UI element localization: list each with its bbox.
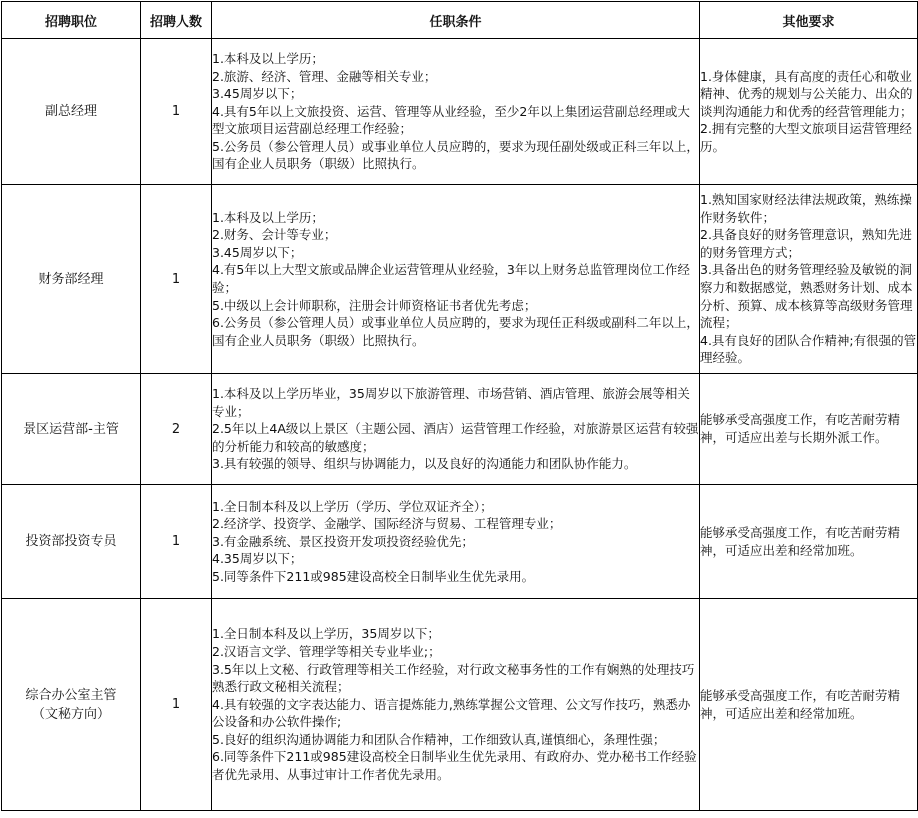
other-requirements-cell: 能够承受高强度工作，有吃苦耐劳精神，可适应出差和经常加班。 <box>700 485 918 599</box>
condition-item: 1.本科及以上学历； <box>212 209 324 225</box>
table-row <box>2 39 918 185</box>
requirement-item: 2.拥有完整的大型文旅项目运营管理经历。 <box>700 121 912 154</box>
position-subtitle: （文秘方向） <box>31 706 110 722</box>
condition-item: 1.全日制本科及以上学历，35周岁以下； <box>212 626 440 642</box>
table-row <box>2 374 918 485</box>
count-cell: 1 <box>141 485 212 599</box>
condition-item: 6.同等条件下211或985建设高校全日制毕业生优先录用、有政府办、党办秘书工作经验者优先录用、从事过审计工作者优先录用。 <box>212 749 697 783</box>
condition-item: 3.45周岁以下； <box>212 86 303 102</box>
count-cell: 1 <box>141 185 212 374</box>
requirement-item: 1.熟知国家财经法律法规政策，熟练操作财务软件； <box>700 192 912 225</box>
table-header-row <box>2 2 918 39</box>
position-cell <box>2 599 141 811</box>
requirement-item: 1.身体健康，具有高度的责任心和敬业精神、优秀的规划与公关能力、出众的谈判沟通能力和优秀的经营管理能力； <box>700 68 913 119</box>
table-row <box>2 485 918 599</box>
position-title: 财务部经理 <box>38 271 104 287</box>
position-title: 景区运营部-主管 <box>23 421 119 437</box>
header-other: 其他要求 <box>700 2 918 39</box>
condition-item: 2.旅游、经济、管理、金融等相关专业； <box>212 68 437 84</box>
condition-item: 4.具有较强的文字表达能力、语言提炼能力,熟练掌握公文管理、公文写作技巧，熟悉办公设备和办公软件操作; <box>212 696 691 730</box>
position-cell <box>2 39 141 185</box>
other-requirements-cell <box>700 185 918 374</box>
condition-item: 1.本科及以上学历毕业，35周岁以下旅游管理、市场营销、酒店管理、旅游会展等相关专业； <box>212 386 690 419</box>
recruitment-table <box>1 1 918 811</box>
condition-item: 5.同等条件下211或985建设高校全日制毕业生优先录用。 <box>212 568 535 584</box>
condition-item: 1.本科及以上学历； <box>212 50 324 66</box>
requirement-item: 2.具备良好的财务管理意识，熟知先进的财务管理方式； <box>700 227 912 260</box>
position-title: 副总经理 <box>44 104 97 119</box>
other-requirements-cell: 能够承受高强度工作，有吃苦耐劳精神，可适应出差和经常加班。 <box>700 599 918 811</box>
condition-item: 3.有金融系统、景区投资开发项投资经验优先； <box>212 533 474 549</box>
conditions-cell <box>212 39 700 185</box>
position-cell <box>2 485 141 599</box>
condition-item: 3.5年以上文秘、行政管理等相关工作经验，对行政文秘事务性的工作有娴熟的处理技巧熟悉行政文秘相关流程； <box>212 661 695 695</box>
condition-item: 2.经济学、投资学、金融学、国际经济与贸易、工程管理专业； <box>212 516 562 532</box>
conditions-cell <box>212 599 700 811</box>
conditions-cell <box>212 374 700 485</box>
condition-item: 4.35周岁以下； <box>212 551 303 567</box>
header-position: 招聘职位 <box>2 2 141 39</box>
condition-item: 3.45周岁以下； <box>212 244 303 260</box>
count-cell: 2 <box>141 374 212 485</box>
position-cell <box>2 374 141 485</box>
condition-item: 2.财务、会计等专业； <box>212 227 337 243</box>
condition-item: 6.公务员（参公管理人员）或事业单位人员应聘的，要求为现任正科级或副科二年以上，国有企业人员职务（职级）比照执行。 <box>212 315 699 348</box>
position-title: 综合办公室主管 <box>25 687 117 703</box>
other-requirements-cell: 能够承受高强度工作，有吃苦耐劳精神，可适应出差与长期外派工作。 <box>700 374 918 485</box>
condition-item: 2.汉语言文学、管理学等相关专业毕业;； <box>212 643 441 659</box>
other-requirements-cell <box>700 39 918 185</box>
position-cell <box>2 185 141 374</box>
header-conditions: 任职条件 <box>212 2 700 39</box>
conditions-cell <box>212 485 700 599</box>
condition-item: 5.良好的组织沟通协调能力和团队合作精神，工作细致认真,谨慎细心，条理性强； <box>212 731 666 747</box>
count-cell: 1 <box>141 39 212 185</box>
condition-item: 4.具有5年以上文旅投资、运营、管理等从业经验，至少2年以上集团运营副总经理或大型文旅项目运营副总经理工作经验； <box>212 103 690 137</box>
table-row <box>2 599 918 811</box>
table-row <box>2 185 918 374</box>
count-cell: 1 <box>141 599 212 811</box>
header-count: 招聘人数 <box>141 2 212 39</box>
conditions-cell <box>212 185 700 374</box>
requirement-item: 4.具有良好的团队合作精神;有很强的管理经验。 <box>700 332 917 366</box>
position-title: 投资部投资专员 <box>25 534 117 549</box>
requirement-item: 3.具备出色的财务管理经验及敏锐的洞察力和数据感觉，熟悉财务计划、成本分析、预算、成本核算等高级财务管理流程； <box>700 262 913 331</box>
condition-item: 5.中级以上会计师职称，注册会计师资格证书者优先考虑； <box>212 297 537 313</box>
condition-item: 3.具有较强的领导、组织与协调能力，以及良好的沟通能力和团队协作能力。 <box>212 456 637 472</box>
condition-item: 4.有5年以上大型文旅或品牌企业运营管理从业经验，3年以上财务总监管理岗位工作经验； <box>212 262 690 295</box>
condition-item: 2.5年以上4A级以上景区（主题公园、酒店）运营管理工作经验，对旅游景区运营有较强的分析能力和较高的敏感度； <box>212 421 699 454</box>
condition-item: 5.公务员（参公管理人员）或事业单位人员应聘的，要求为现任副处级或正科三年以上，国有企业人员职务（职级）比照执行。 <box>212 138 699 172</box>
condition-item: 1.全日制本科及以上学历（学历、学位双证齐全）； <box>212 498 493 514</box>
